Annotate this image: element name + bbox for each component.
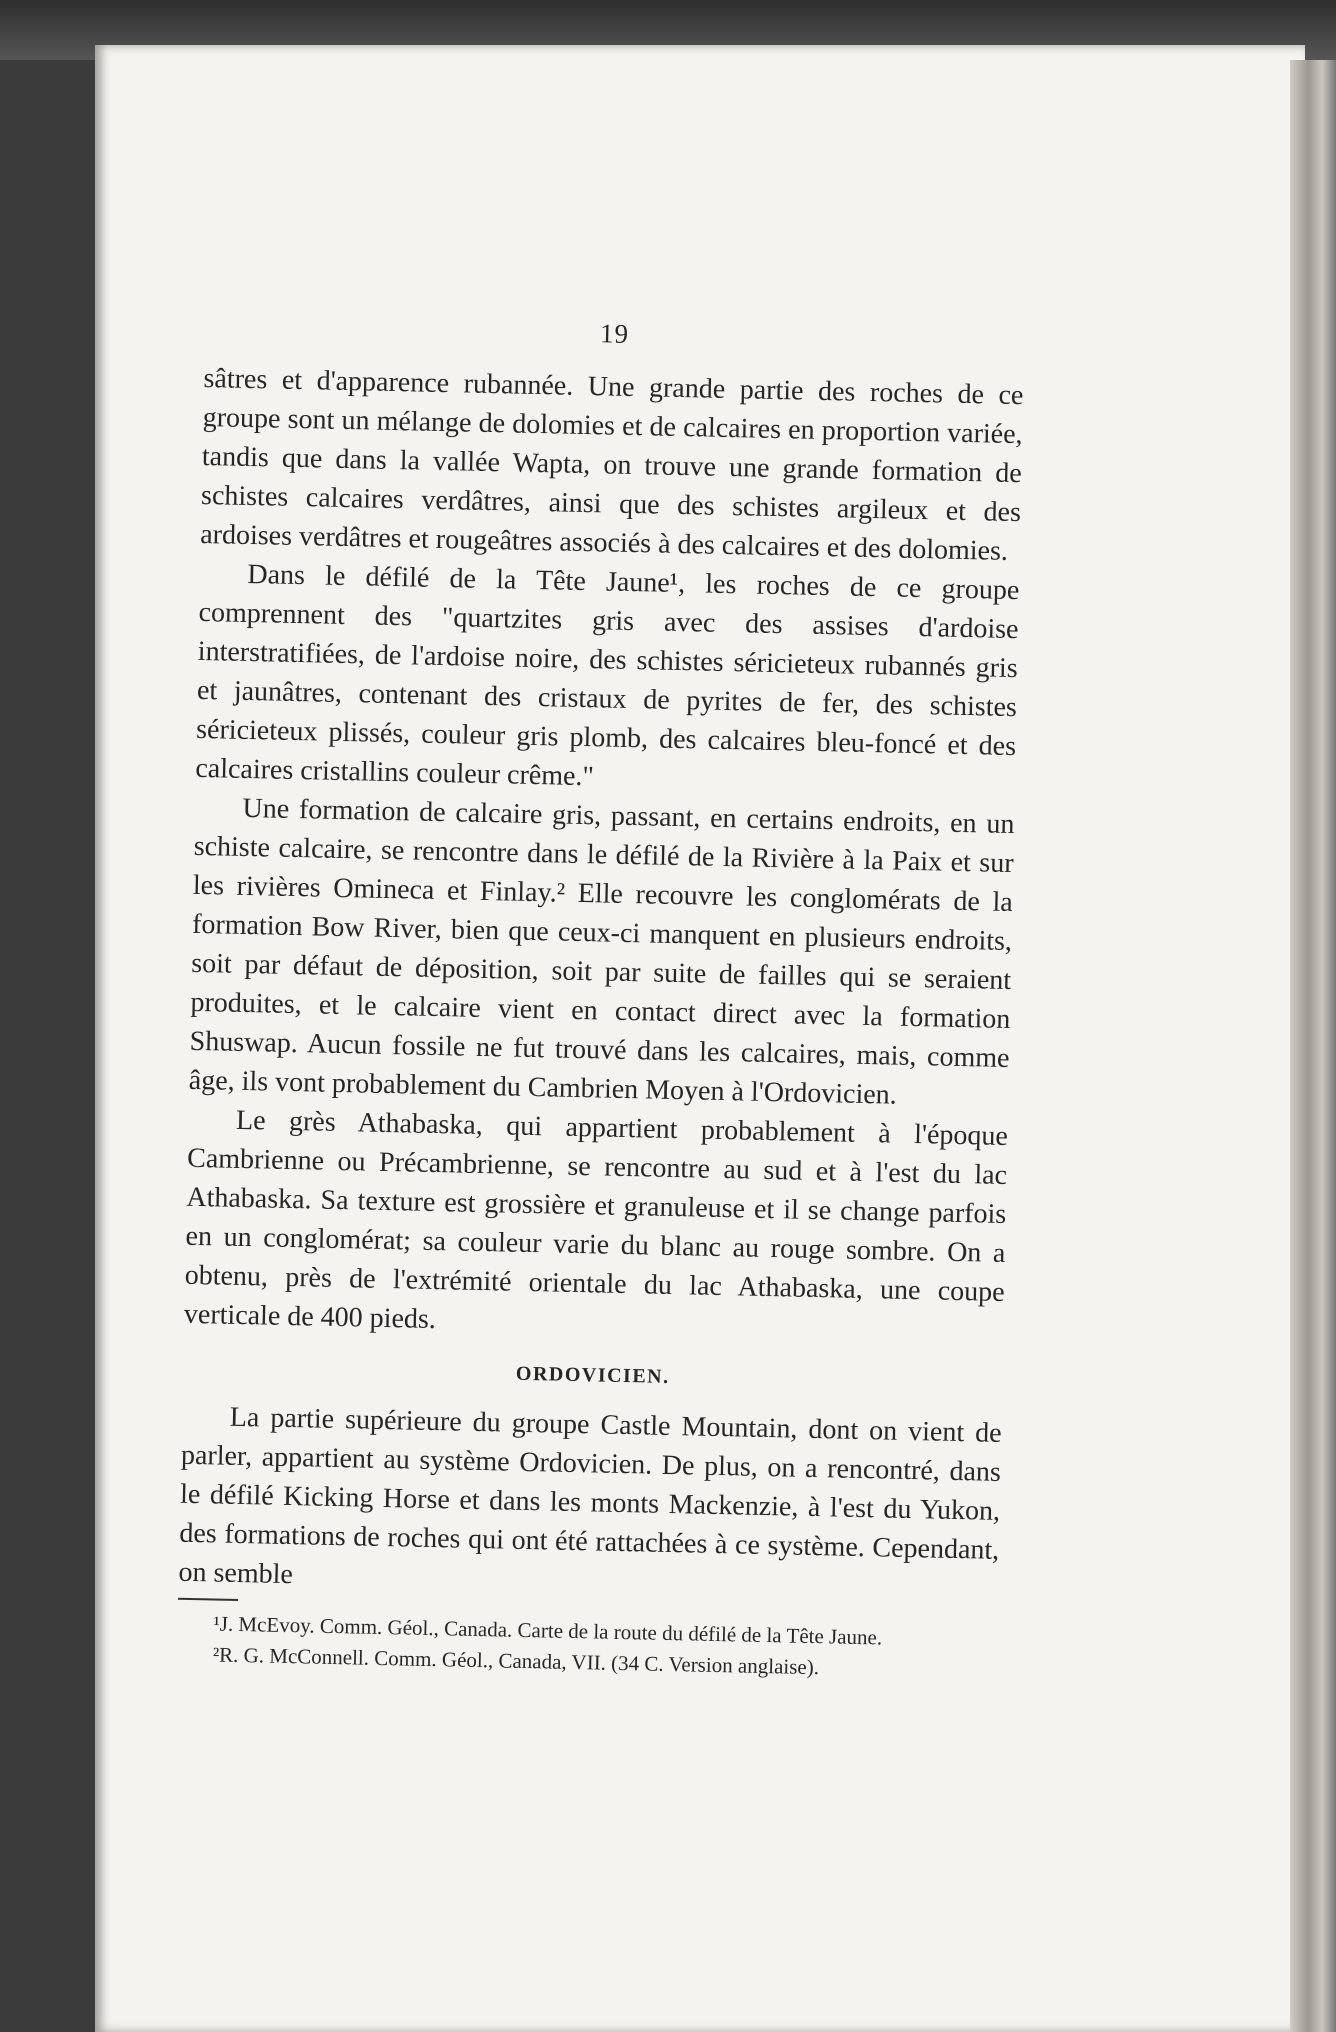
- paragraph-1: sâtres et d'apparence rubannée. Une grande partie des roches de ce groupe sont un mélange de dolomies et de calcaires en proportion variée, tandis que dans la vallée Wapta, on trouve une grande formation de schistes calcaires verdâtres, ainsi que des schistes argileux et des ardoises verdâtres et rougeâtres associés à des calcaires et des dolomies.: [199, 362, 1024, 567]
- section-heading: ORDOVICIEN.: [515, 1362, 670, 1388]
- paragraph-4: Le grès Athabaska, qui appartient probablement à l'époque Cambrienne ou Précambrienne, se rencontre au sud et à l'est du lac Athabaska. Sa texture est grossière et granuleuse et il se change parfois en un conglomérat; sa couleur varie du blanc au rouge sombre. On a obtenu, près de l'extrémité orientale du lac Athabaska, une coupe verticale de 400 pieds.: [183, 1104, 1009, 1336]
- footnote-2: ²R. G. McConnell. Comm. Géol., Canada, VII. (34 C. Version anglaise).: [212, 1642, 820, 1680]
- paragraph-2: Dans le défilé de la Tête Jaune¹, les roches de ce groupe comprennent des "quartzites gris avec des assises d'ardoise interstratifiées, de l'ardoise noire, des schistes séricieteux rubannés gris et jaunâtres, contenant des cristaux de pyrites de fer, des schistes séricieteux plissés, couleur gris plomb, des calcaires bleu-foncé et des calcaires cristallins couleur crême.": [195, 558, 1020, 793]
- footnote-rule: [178, 1598, 238, 1601]
- page-number: 19: [599, 318, 630, 349]
- footnote-1: ¹J. McEvoy. Comm. Géol., Canada. Carte de la route du défilé de la Tête Jaune.: [213, 1611, 883, 1650]
- section-paragraph: La partie supérieure du groupe Castle Mountain, dont on vient de parler, appartient au système Ordovicien. De plus, on a rencontré, dans le défilé Kicking Horse et dans les monts Mackenzie, à l'est du Yukon, des formations de roches qui ont été rattachées à ce système. Cependant, on semble: [178, 1401, 1002, 1591]
- page-text-block: [176, 310, 1024, 1689]
- paragraph-3: Une formation de calcaire gris, passant, en certains endroits, en un schiste calcaire, se rencontre dans le défilé de la Rivière à la Paix et sur les rivières Omineca et Finlay.² Elle recouvre les conglomérats de la formation Bow River, bien que ceux-ci manquent en plusieurs endroits, soit par défaut de déposition, soit par suite de failles qui se seraient produites, et le calcaire vient en contact direct avec la formation Shuswap. Aucun fossile ne fut trouvé dans les calcaires, mais, comme âge, ils vont probablement du Cambrien Moyen à l'Ordovicien.: [188, 792, 1015, 1111]
- page-edge: [1290, 60, 1336, 2032]
